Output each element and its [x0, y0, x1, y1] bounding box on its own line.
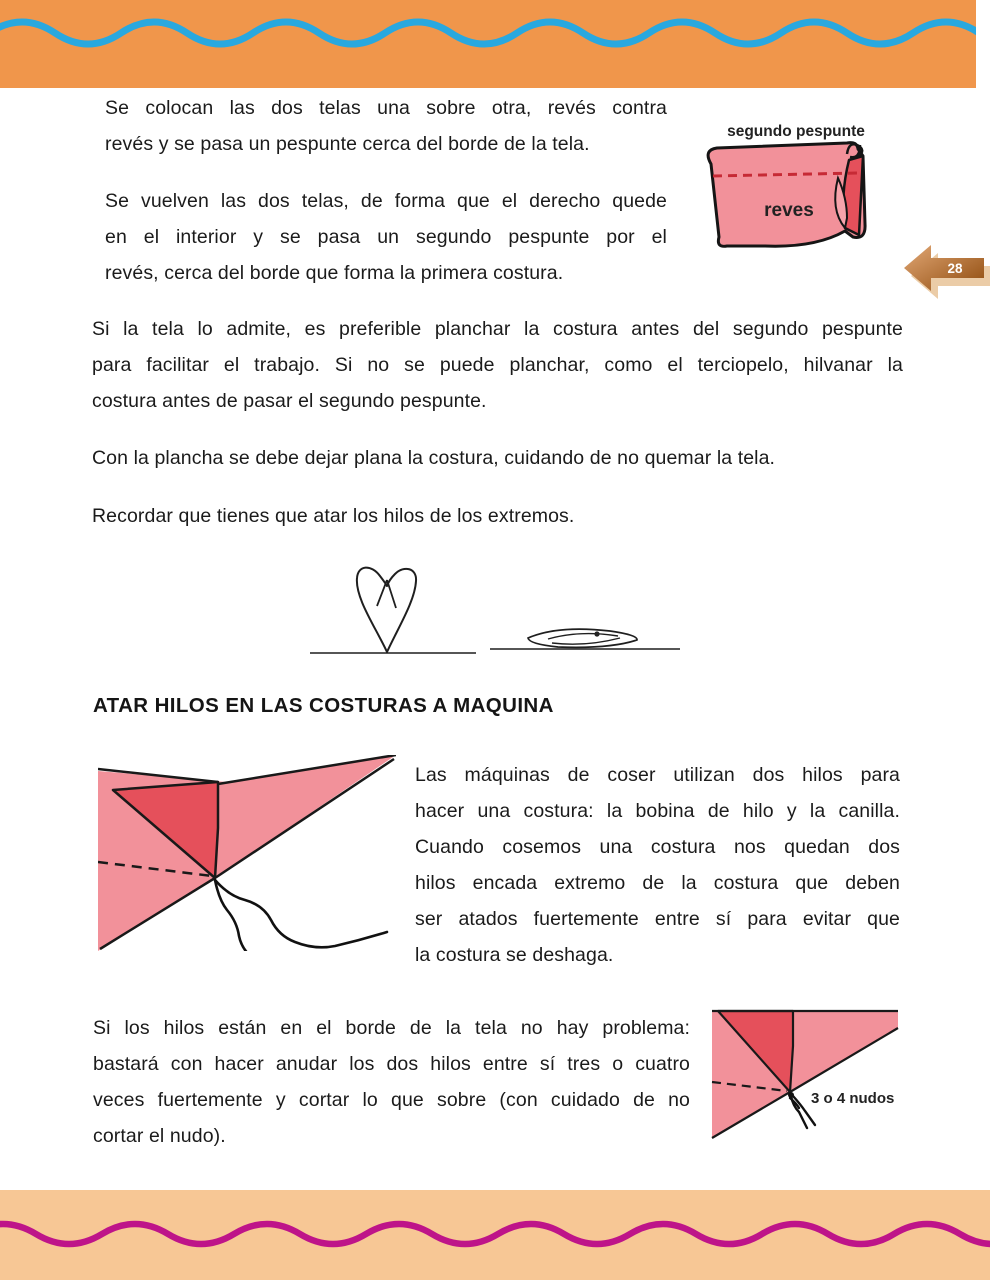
- text-line: revés y se pasa un pespunte cerca del borde de la tela.: [105, 133, 590, 155]
- paragraph-hilos-borde: [93, 1010, 690, 1154]
- header-wave-line: [0, 0, 976, 88]
- knot-sketch-illustration: [300, 556, 690, 661]
- figure-label: 3 o 4 nudos: [811, 1090, 895, 1107]
- text-line: Se colocan las dos telas una sobre otra, revés contra: [105, 97, 667, 119]
- paragraph-planchar: [92, 311, 903, 419]
- footer-wave-line: [0, 1190, 990, 1280]
- text-line: ser atados fuertemente entre sí para evitar que: [415, 908, 900, 930]
- text-line: hacer una costura: la bobina de hilo y la canilla.: [415, 800, 900, 822]
- paragraph-plancha-plana: [92, 440, 903, 476]
- footer-band: [0, 1190, 990, 1280]
- text-line: la costura se deshaga.: [415, 944, 614, 966]
- figure-segundo-pespunte: [697, 118, 895, 260]
- text-line: para facilitar el trabajo. Si no se puede planchar, como el terciopelo, hilvanar la: [92, 354, 903, 376]
- text-line: costura antes de pasar el segundo pespunte.: [92, 390, 487, 412]
- loose-thread-2: [215, 880, 275, 951]
- fabric-label: reves: [764, 200, 814, 221]
- text-line: veces fuertemente y cortar lo que sobre (con cuidado de no: [93, 1089, 690, 1111]
- figure-corner-threads: [98, 755, 396, 951]
- text-line: Cuando cosemos una costura nos quedan dos: [415, 836, 900, 858]
- text-line: Las máquinas de coser utilizan dos hilos para: [415, 764, 900, 786]
- page-arrow-icon: [904, 242, 990, 300]
- text-line: Si los hilos están en el borde de la tela no hay problema:: [93, 1017, 690, 1039]
- text-line: Recordar que tienes que atar los hilos de los extremos.: [92, 505, 575, 527]
- segundo-pespunte-illustration: [697, 118, 895, 260]
- text-line: Con la plancha se debe dejar plana la costura, cuidando de no quemar la tela.: [92, 447, 776, 469]
- header-band: [0, 0, 976, 88]
- page-number-tab: [904, 242, 990, 300]
- paragraph-maquinas-coser: [415, 757, 900, 973]
- paragraph-recordar-atar: [92, 498, 903, 534]
- figure-knot-sketches: [300, 556, 690, 661]
- section-heading: ATAR HILOS EN LAS COSTURAS A MAQUINA: [93, 694, 554, 717]
- text-line: revés, cerca del borde que forma la primera costura.: [105, 262, 564, 284]
- text-line: hilos encada extremo de la costura que deben: [415, 872, 900, 894]
- figure-title: segundo pespunte: [727, 123, 865, 140]
- text-line: cortar el nudo).: [93, 1125, 226, 1147]
- text-line: en el interior y se pasa un segundo pespunte por el: [105, 226, 667, 248]
- text-line: Si la tela lo admite, es preferible planchar la costura antes del segundo pespunte: [92, 318, 903, 340]
- page-number: 28: [947, 261, 963, 276]
- figure-tres-cuatro-nudos: [710, 1008, 900, 1143]
- nudos-illustration: [710, 1008, 900, 1143]
- knot-dot: [594, 631, 599, 636]
- corner-threads-illustration: [98, 755, 396, 951]
- text-line: bastará con hacer anudar los dos hilos entre sí tres o cuatro: [93, 1053, 690, 1075]
- text-line: Se vuelven las dos telas, de forma que el derecho quede: [105, 190, 667, 212]
- paragraph-colocan-telas: [105, 90, 667, 162]
- paragraph-vuelven-telas: [105, 183, 667, 291]
- loose-thread-1: [215, 880, 387, 947]
